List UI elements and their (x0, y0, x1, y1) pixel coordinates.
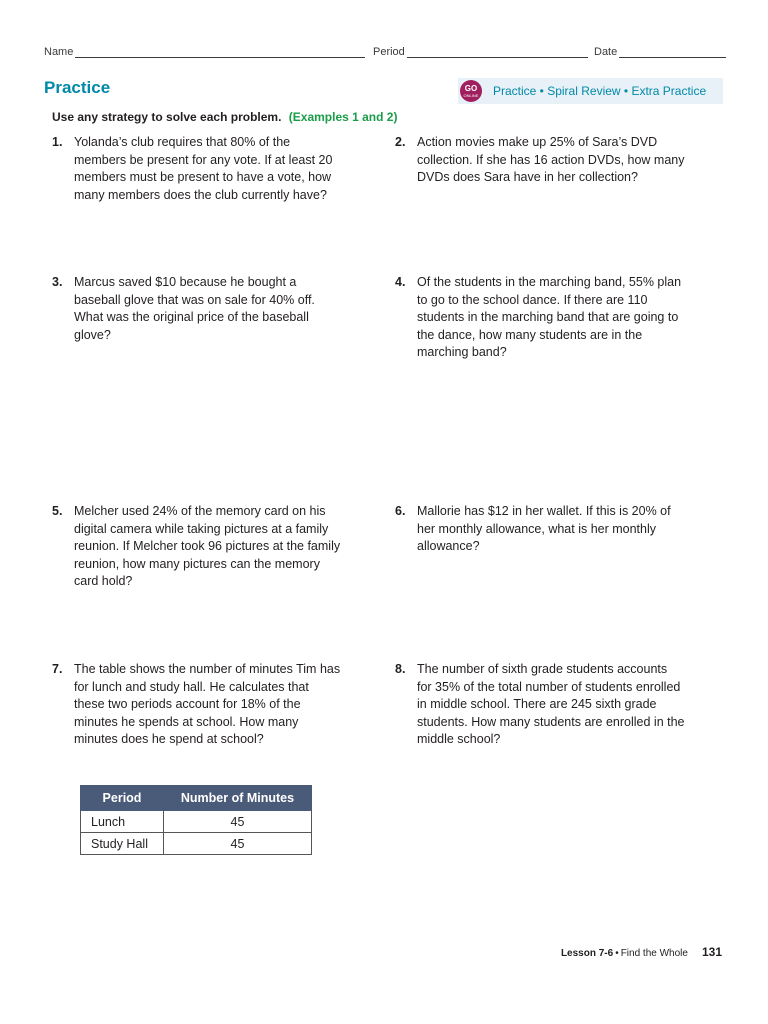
resource-links[interactable]: Practice • Spiral Review • Extra Practice (493, 84, 707, 98)
go-online-icon[interactable] (460, 80, 482, 102)
online-resources-bar[interactable] (458, 78, 723, 104)
problem-4 (395, 274, 685, 362)
problem-number: 8. (395, 662, 406, 676)
lesson-label: Lesson 7-6 (560, 948, 614, 959)
problem-number: 5. (52, 504, 63, 518)
problem-number: 6. (395, 504, 406, 518)
period-label: Period (373, 46, 405, 58)
date-blank (619, 46, 726, 58)
problem-1 (52, 134, 342, 204)
table-header-row (81, 786, 312, 811)
lesson-topic: Find the Whole (620, 948, 688, 959)
table-header-cell: Number of Minutes (164, 786, 312, 811)
problem-number: 2. (395, 135, 406, 149)
problem-text: Marcus saved $10 because he bought a baseball glove that was on sale for 40% off. What was the original price of the baseball glove? (74, 275, 315, 342)
examples-reference: (Examples 1 and 2) (288, 110, 398, 124)
problem-8 (395, 661, 685, 749)
problem-5 (52, 503, 342, 591)
problem-3 (52, 274, 342, 344)
page-number: 131 (701, 945, 722, 959)
period-field (373, 46, 588, 58)
problem-7 (52, 661, 342, 749)
problem-text: The number of sixth grade students accounts for 35% of the total number of students enrolled in middle school. There are 245 sixth grade students. How many students are enrolled in the middle school? (417, 662, 685, 746)
name-blank (75, 46, 365, 58)
problem-text: Melcher used 24% of the memory card on his digital camera while taking pictures at a family reunion. If Melcher took 96 pictures at the family reunion, how many pictures can the memory card hold? (74, 504, 341, 588)
table-row (81, 811, 312, 833)
table-cell: 45 (164, 833, 312, 855)
problem-text: Mallorie has $12 in her wallet. If this is 20% of her monthly allowance, what is her monthly allowance? (417, 504, 671, 553)
go-badge-subtext: ONLINE (463, 92, 479, 98)
problem-text: The table shows the number of minutes Tim has for lunch and study hall. He calculates that these two periods account for 18% of the minutes he spends at school. How many minutes does he spend at school? (74, 662, 341, 746)
section-title: Practice (44, 78, 111, 97)
date-label: Date (594, 46, 618, 58)
name-label: Name (44, 46, 74, 58)
problem-number: 4. (395, 275, 406, 289)
table-header-cell: Period (81, 786, 164, 811)
go-badge-text: GO (464, 83, 478, 93)
name-field (44, 46, 365, 58)
problem-number: 1. (52, 135, 63, 149)
minutes-table (80, 785, 312, 855)
date-field (594, 46, 726, 58)
page-footer (561, 945, 722, 959)
problem-text: Action movies make up 25% of Sara’s DVD collection. If she has 16 action DVDs, how many DVDs does Sara have in her collection? (417, 135, 685, 184)
problem-number: 3. (52, 275, 63, 289)
table-cell: Study Hall (81, 833, 164, 855)
instructions-text: Use any strategy to solve each problem. (52, 110, 282, 124)
table-cell: Lunch (81, 811, 164, 833)
table-cell: 45 (164, 811, 312, 833)
table-row (81, 833, 312, 855)
header-fields (44, 46, 724, 62)
instructions (52, 110, 397, 124)
problem-number: 7. (52, 662, 63, 676)
problem-2 (395, 134, 685, 187)
footer-bullet: • (615, 948, 619, 959)
problem-text: Of the students in the marching band, 55% plan to go to the school dance. If there are 110 students in the marching band that are going to the dance, how many students are in the marching band? (417, 275, 682, 359)
problem-text: Yolanda’s club requires that 80% of the members be present for any vote. If at least 20 members must be present to have a vote, how many members does the club currently have? (74, 135, 333, 202)
problem-6 (395, 503, 685, 556)
period-blank (407, 46, 588, 58)
